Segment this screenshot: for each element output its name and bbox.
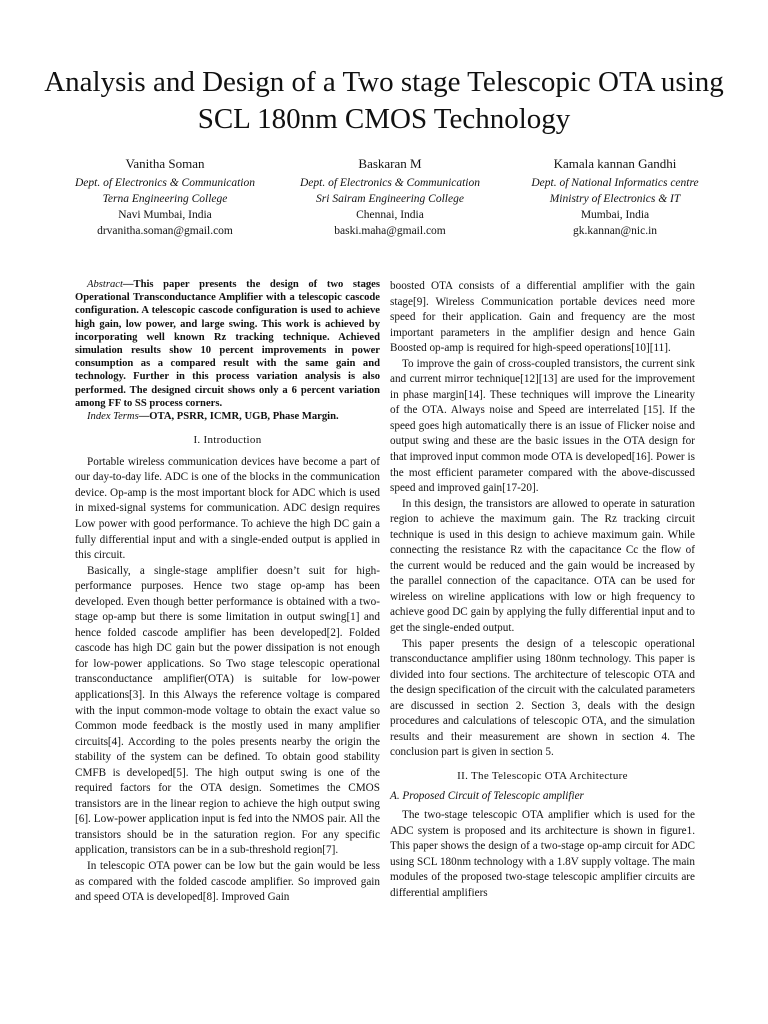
paragraph: In this design, the transistors are allowed to operate in saturation region to achieve the maximum gain. The Rz tracking circuit technique is used in this design to achieve maximum gain. While connecting the resistance Rz with the capacitance Cc the flow of the current would be reduced and the gain would be increased by the parallel connection of the capacitance. OTA can be used for wireless on wireline applications with low or high frequency to achieve good DC gain by applying the fully differential input and to get the single-ended output. [390,497,695,635]
author-org: Sri Sairam Engineering College [316,193,464,205]
author-email[interactable]: gk.kannan@nic.in [572,225,658,237]
paragraph: This paper presents the design of a telescopic operational transconductance amplifier using 180nm technology. This paper is divided into four sections. The architecture of telescopic OTA and the design specification of the circuit with the calculated parameters are discussed in section 2. Section 3, deals with the design procedures and calculations of telescopic OTA, and the simulation results and their measurement are shown in section 4. The conclusion part is given in section 5. [390,637,695,759]
abstract-label: Abstract [87,279,123,290]
section-heading-introduction: I. Introduction [193,434,262,447]
right-column [390,279,695,901]
author-dept: Dept. of Electronics & Communication [299,177,481,189]
paragraph: To improve the gain of cross-coupled transistors, the current sink and current mirror technique[12][13] are used for the improvement in phase margin[14]. These techniques will improve the Linearity of the OTA. Always noise and Speed are interrelated [15]. If the speed goes high automatically there is an issue of Flicker noise and output swing and these are the basic issues in the OTA design for that improved input common mode OTA is developed[16]. Power is the most efficient parameter compared with the above-discussed speed and improved gain[17-20]. [390,357,695,495]
left-column [75,278,380,906]
author-location: Mumbai, India [580,209,650,221]
subsection-heading: A. Proposed Circuit of Telescopic amplifier [390,789,584,802]
author-name: Vanitha Soman [125,156,205,171]
index-terms-label: Index Terms [87,411,139,423]
index-terms [75,410,380,423]
author-name: Kamala kannan Gandhi [553,156,677,171]
author-email[interactable]: drvanitha.soman@gmail.com [97,225,233,237]
author-email[interactable]: baski.maha@gmail.com [334,225,446,237]
author-location: Navi Mumbai, India [118,209,212,221]
author-2 [285,155,495,239]
author-dept: Dept. of National Informatics centre [531,177,699,189]
paper-title: Analysis and Design of a Two stage Telescopic OTA using SCL 180nm CMOS Technology [44,66,724,135]
author-name: Baskaran M [358,156,422,171]
author-location: Chennai, India [356,209,424,221]
section-heading-architecture: II. The Telescopic OTA Architecture [457,769,628,782]
author-org: Ministry of Electronics & IT [549,193,681,205]
index-terms-text: —OTA, PSRR, ICMR, UGB, Phase Margin. [138,411,339,423]
author-1 [60,155,270,239]
paragraph: boosted OTA consists of a differential amplifier with the gain stage[9]. Wireless Communication portable devices need more speed for their application. Gain and frequency are the most important parameters in the amplifier design and hence Gain Boosted op-amp is required for high-speed operations[10][11]. [390,280,695,355]
author-block [60,155,720,239]
paragraph: The two-stage telescopic OTA amplifier which is used for the ADC system is proposed and its architecture is shown in figure1. This paper shows the design of a two-stage op-amp circuit for ADC using SCL 180nm technology with a 1.8V supply voltage. The main modules of the proposed two-stage telescopic amplifier circuits are differential amplifiers [390,809,695,899]
author-org: Terna Engineering College [102,193,228,205]
paragraph: In telescopic OTA power can be low but the gain would be less as compared with the folded cascode amplifier. So improved gain and speed OTA is developed[8]. Improved Gain [75,860,380,904]
abstract [75,278,380,410]
author-dept: Dept. of Electronics & Communication [74,177,256,189]
abstract-text: —This paper presents the design of two stages Operational Transconductance Amplifier with a telescopic cascode configuration. A telescopic cascode configuration is used to achieve high gain, low power, and large swing. This work is achieved by incorporating well known Rz tracking technique. Achieved simulation results show 10 percent improvements in power consumption as a compared result with the same gain and technology. Further in this process variation analysis is also performed. The designed circuit shows only a 6 percent variation among FF to SS process corners. [75,279,380,409]
paragraph: Portable wireless communication devices have become a part of our day-to-day life. ADC is one of the blocks in the communication device. Op-amp is the most important block for ADC which is used in mixed-signal systems for communication. ADC design requires Low power with good performance. To achieve the high DC gain a fully differential input and with a single-ended output is applied in this circuit. [75,455,380,562]
paragraph: Basically, a single-stage amplifier doesn’t suit for high-performance purposes. Hence two stage op-amp has been developed. Even though better performance is obtained with a two-stage op-amp but there is some limitation in output swing[1] and hence folded cascode amplifier has been developed[2]. Folded cascode has high DC gain but the power dissipation is not enough for low-power applications. So Two stage telescopic operational transconductance amplifier(OTA) is suitable for low-power applications[3]. In this Always the reference voltage is compared with the input common-mode voltage to obtain the exact value so Common mode feedback is the mostly used in many amplifier circuits[4]. According to the poles presents nearby the origin the stability of the system can be defined. To obtain good stability CMFB is developed[5]. The high output swing is one of the required factors for the OTA design. Sometimes the CMOS transistors are in the linear region to achieve the high output swing [6]. Low-power application input is fed into the NMOS pair. All the transistors should be in the saturation region. For any specific application, transistors can be in a sub-threshold region[7]. [75,564,380,857]
author-3 [510,155,720,239]
